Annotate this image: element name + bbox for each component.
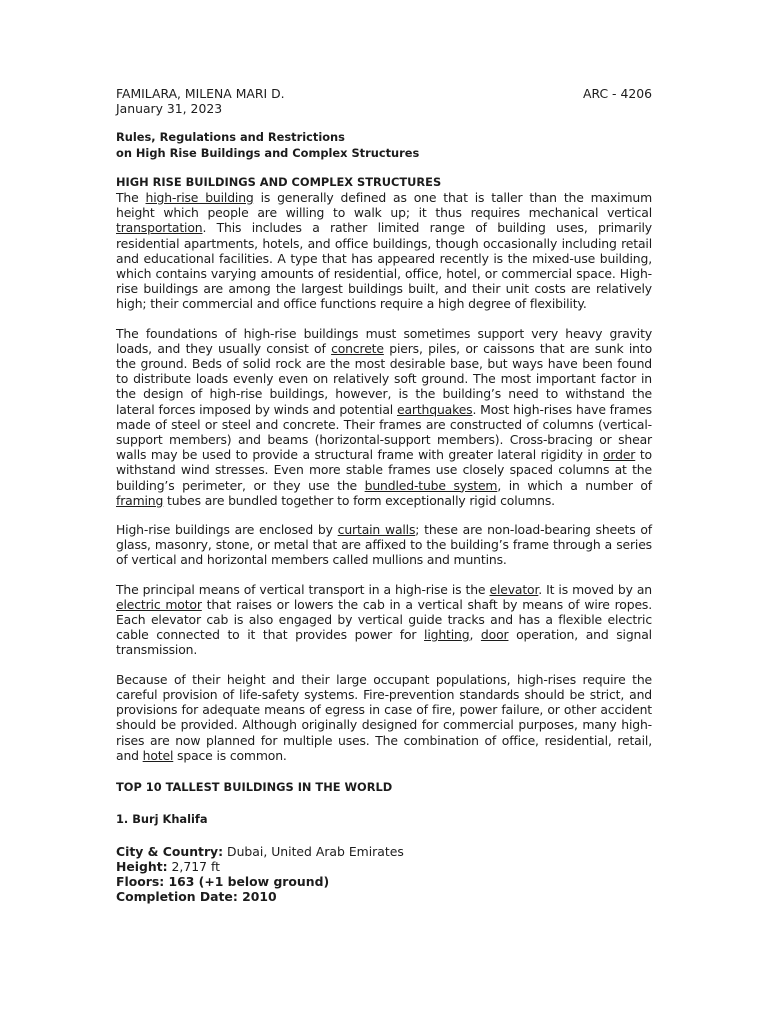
spec-height-value: 2,717 ft	[167, 858, 220, 874]
paragraph-curtain-walls	[116, 522, 652, 568]
inline-link[interactable]: elevator	[489, 581, 539, 597]
document-title	[116, 130, 652, 161]
paragraph-definition	[116, 190, 652, 312]
title-line-1: Rules, Regulations and Restrictions	[116, 130, 345, 144]
paragraph-text: ,	[469, 627, 481, 643]
paragraph-text: space is common.	[173, 747, 287, 763]
document-date: January 31, 2023	[116, 101, 223, 116]
section-heading-high-rise: HIGH RISE BUILDINGS AND COMPLEX STRUCTURES	[116, 175, 442, 189]
paragraph-life-safety	[116, 672, 652, 763]
inline-link[interactable]: order	[602, 447, 636, 463]
spec-floors: Floors: 163 (+1 below ground)	[116, 873, 330, 889]
spec-city-country	[116, 844, 652, 859]
header-row	[116, 86, 652, 101]
paragraph-text: to withstand wind stresses. Even more stable frames use closely spaced columns at the building’s perimeter, or they use the	[116, 447, 652, 493]
inline-link[interactable]: hotel	[142, 747, 174, 763]
title-line-2: on High Rise Buildings and Complex Structures	[116, 145, 420, 160]
spec-height-label: Height:	[116, 858, 168, 874]
author-name: FAMILARA, MILENA MARI D.	[116, 86, 285, 101]
paragraph-text: that raises or lowers the cab in a vertical shaft by means of wire ropes. Each elevator cab is also engaged by vertical guide tracks and has a flexible electric cable connected to it that provides power for	[116, 596, 653, 643]
paragraph-text: High-rise buildings are enclosed by	[116, 522, 338, 538]
paragraph-text: is generally defined as one that is taller than the maximum height which people are willing to walk up; it thus requires mechanical vertical	[116, 190, 653, 221]
paragraph-text: piers, piles, or caissons that are sunk into the ground. Beds of solid rock are the most desirable base, but ways have been found to distribute loads evenly even on relatively soft ground. The most important factor in the design of high-rise buildings, however, is the building’s need to withstand the lateral forces imposed by winds and potential	[116, 340, 652, 417]
document-page	[116, 86, 652, 904]
inline-link[interactable]: electric motor	[116, 596, 202, 612]
spec-city-value: Dubai, United Arab Emirates	[223, 843, 404, 859]
paragraph-text: . Most high-rises have frames made of steel or steel and concrete. Their frames are constructed of columns (vertical-support members) and beams (horizontal-support members). Cross-bracing or shear walls may be used to provide a structural frame with greater lateral rigidity in	[116, 401, 652, 463]
paragraph-text: ; these are non-load-bearing sheets of glass, masonry, stone, or metal that are affixed to the building’s frame through a series of vertical and horizontal members called mullions and muntins.	[116, 522, 652, 568]
section-heading-tallest: TOP 10 TALLEST BUILDINGS IN THE WORLD	[116, 779, 393, 794]
paragraph-text: The	[116, 190, 146, 205]
paragraph-text: . This includes a rather limited range of building uses, primarily residential apartments, hotels, and office buildings, though occasionally including retail and educational facilities. A type that has appeared recently is the mixed-use building, which contains varying amounts of residential, office, hotel, or commercial space. High-rise buildings are among the largest buildings built, and their unit costs are relatively high; their commercial and office functions require a high degree of flexibility.	[116, 220, 652, 312]
inline-link[interactable]: lighting	[424, 627, 470, 643]
paragraph-text: operation, and signal transmission.	[116, 627, 652, 658]
paragraph-text: Because of their height and their large occupant populations, high-rises require the careful provision of life-safety systems. Fire-prevention standards should be strict, and provisions for adequate means of egress in case of fire, power failure, or other accident should be provided. Although originally designed for commercial purposes, many high-rises are now planned for multiple uses. The combination of office, residential, retail, and	[116, 671, 652, 763]
spec-height	[116, 859, 652, 874]
spec-completion: Completion Date: 2010	[116, 888, 277, 904]
spec-city-label: City & Country:	[116, 843, 224, 859]
inline-link[interactable]: concrete	[331, 340, 384, 356]
paragraph-text: , in which a number of	[497, 477, 652, 493]
inline-link[interactable]: framing	[116, 492, 164, 508]
inline-link[interactable]: bundled-tube system	[364, 477, 498, 493]
inline-link[interactable]: transportation	[116, 220, 203, 236]
paragraph-text: The foundations of high-rise buildings must sometimes support very heavy gravity loads, and they usually consist of	[116, 325, 652, 356]
building-title: 1. Burj Khalifa	[116, 811, 208, 826]
paragraph-text: . It is moved by an	[538, 581, 653, 597]
inline-link[interactable]: earthquakes	[396, 401, 473, 417]
inline-link[interactable]: curtain walls	[337, 522, 416, 538]
inline-link[interactable]: high-rise building	[145, 190, 254, 205]
paragraph-text: tubes are bundled together to form exceptionally rigid columns.	[163, 492, 555, 508]
paragraph-text: The principal means of vertical transport in a high-rise is the	[116, 581, 490, 597]
inline-link[interactable]: door	[480, 627, 509, 643]
paragraph-foundations	[116, 326, 652, 508]
paragraph-elevators	[116, 582, 652, 658]
course-code: ARC - 4206	[582, 86, 652, 101]
